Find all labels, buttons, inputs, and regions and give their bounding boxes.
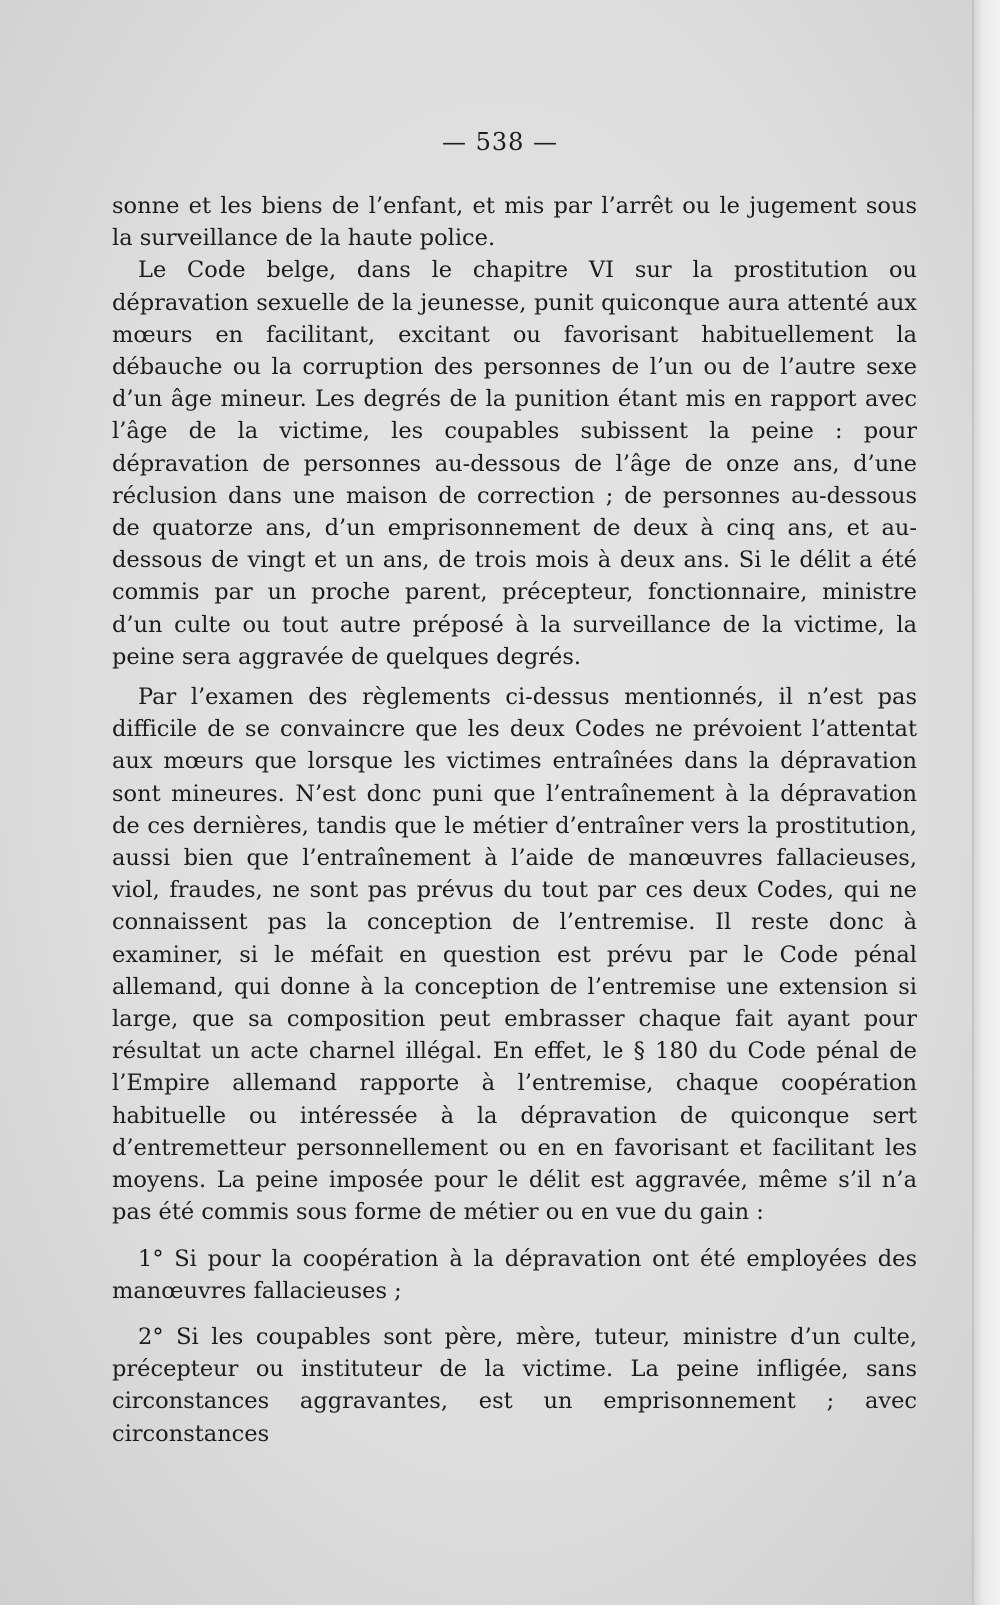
page-edge xyxy=(972,0,1000,1605)
paragraph-item-1: 1° Si pour la coopération à la dépravation ont été employées des manœuvres fallacieuses ; xyxy=(112,1245,917,1304)
page-number: — 538 — xyxy=(441,128,559,156)
paragraph-continuation: sonne et les biens de l’enfant, et mis par l’arrêt ou le jugement sous la surveillance de la haute police. xyxy=(112,193,917,252)
body-text xyxy=(112,190,917,1450)
paragraph-examination: Par l’examen des règlements ci-dessus mentionnés, il n’est pas difficile de se convaincre que les deux Codes ne prévoient l’attentat aux mœurs que lorsque les victimes entraînées dans la dépravation sont mineures. N’est donc puni que l’entraînement à la dépravation de ces dernières, tandis que le métier d’entraîner vers la prostitution, aussi bien que l’entraînement à l’aide de manœuvres fallacieuses, viol, fraudes, ne sont pas prévus du tout par ces deux Codes, qui ne connaissent pas la conception de l’entremise. Il reste donc à examiner, si le méfait en question est prévu par le Code pénal allemand, qui donne à la conception de l’entremise une extension si large, que sa composition peut embrasser chaque fait ayant pour résultat un acte charnel illégal. En effet, le § 180 du Code pénal de l’Empire allemand rapporte à l’entremise, chaque coopération habituelle ou intéressée à la dépravation de quiconque sert d’entremetteur personnellement ou en en favorisant et facilitant les moyens. La peine imposée pour le délit est aggravée, même s’il n’a pas été commis sous forme de métier ou en vue du gain : xyxy=(112,684,917,1226)
paragraph-belgian-code: Le Code belge, dans le chapitre VI sur la prostitution ou dépravation sexuelle de la jeunesse, punit quiconque aura attenté aux mœurs en facilitant, excitant ou favorisant habituellement la débauche ou la corruption des personnes de l’un ou de l’autre sexe d’un âge mineur. Les degrés de la punition étant mis en rapport avec l’âge de la victime, les coupables subissent la peine : pour dépravation de personnes au-dessous de l’âge de onze ans, d’une réclusion dans une maison de correction ; de personnes au-dessous de quatorze ans, d’un emprisonnement de deux à cinq ans, et au-dessous de vingt et un ans, de trois mois à deux ans. Si le délit a été commis par un proche parent, précepteur, fonctionnaire, ministre d’un culte ou tout autre préposé à la surveillance de la victime, la peine sera aggravée de quelques degrés. xyxy=(112,257,917,670)
paragraph-item-2: 2° Si les coupables sont père, mère, tuteur, ministre d’un culte, précepteur ou instituteur de la victime. La peine infligée, sans circonstances aggravantes, est un emprisonnement ; avec circonstances xyxy=(112,1323,917,1447)
